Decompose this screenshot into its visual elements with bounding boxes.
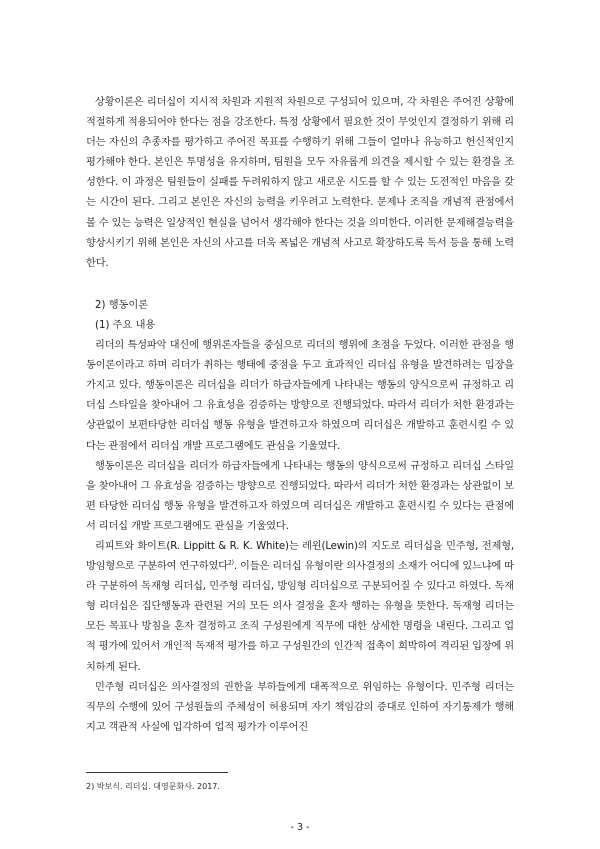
paragraph-situational-theory: 상황이론은 리더십이 지시적 차원과 지원적 차원으로 구성되어 있으며, 각 차원은 주어진 상황에 적절하게 적용되어야 한다는 점을 강조한다. 특정 상황에서 필요한 것이 무엇인지 결정하기 위해 리더는 자신의 추종자를 평가하고 주어진 목표를 수행하기 위해 그들이 얼마나 유능하고 헌신적인지 평가해야 한다. 본인은 투명성을 유지하며, 팀원을 모두 자유롭게 의견을 제시할 수 있는 환경을 조성한다. 이 과정은 팀원들이 실패를 두려워하지 않고 새로운 시도를 할 수 있는 도전적인 마음을 갖는 시간이 된다. 그리고 본인은 자신의 능력을 키우려고 노력한다. 문제나 조직을 개념적 관점에서 볼 수 있는 능력은 일상적인 현실을 넘어서 생각해야 한다는 것을 의미한다. 이러한 문제해결능력을 향상시키기 위해 본인은 자신의 사고를 더욱 폭넓은 개념적 사고로 확장하도록 독서 등을 통해 노력한다. [86, 97, 514, 269]
body-text [86, 93, 514, 738]
paragraph-democratic-leadership: 민주형 리더십은 의사결정의 권한을 부하들에게 대폭적으로 위임하는 유형이다. 민주형 리더는 직무의 수행에 있어 구성원들의 주체성이 허용되며 자기 책임감의 증대로 인하여 자기통제가 행해지고 객관적 사실에 입각하여 업적 평가가 이루어진 [86, 681, 514, 733]
section-heading: 2) 행동이론 [95, 299, 149, 311]
footnote-divider [86, 772, 228, 773]
paragraph-lippitt-white [86, 537, 514, 678]
subsection-heading: (1) 주요 내용 [95, 319, 156, 331]
page-number: - 3 - [290, 822, 310, 833]
paragraph-lippitt-white-end: . 이들은 리더십 유형이란 의사결정의 소재가 어디에 있느냐에 따라 구분하여 독재형 리더십, 민주형 리더십, 방임형 리더십으로 구분되어질 수 있다고 하였다. 독재형 리더십은 집단행동과 관련된 거의 모든 의사 결정을 혼자 행하는 유형을 뜻한다. 독재형 리더는 모든 목표나 방침을 혼자 결정하고 조직 구성원에게 직무에 대한 상세한 명령을 내린다. 그리고 업적 평가에 있어서 개인적 독재적 평가를 하고 구성원간의 인간적 접촉이 희박하여 격리된 입장에 위치하게 된다. [86, 561, 515, 673]
footnote: 2) 박보식. 리더십. 대영문화사. 2017. [86, 782, 220, 791]
paragraph-lippitt-white-start: 리피트와 화이트(R. Lippitt & R. K. White)는 레윈(Lewin)의 지도로 리더십을 민주형, 전제형, 방임형으로 구분하여 연구하였다 [86, 540, 514, 573]
paragraph-behavior-theory-2: 행동이론은 리더십을 리더가 하급자들에게 나타내는 행동의 양식으로써 규정하고 리더십 스타일을 찾아내어 그 유효성을 검증하는 방향으로 진행되었다. 따라서 리더가 처한 환경과는 상관없이 보편 타당한 리더십 행동 유형을 발견하고자 하였으며 리더십은 개발하고 훈련시킬 수 있다는 관점에서 리더십 개발 프로그램에도 관심을 기울였다. [86, 460, 514, 532]
paragraph-behavior-theory-1: 리더의 특성파악 대신에 행위론자들을 중심으로 리더의 행위에 초점을 두었다. 이러한 관점을 행동이론이라고 하며 리더가 취하는 행태에 중점을 두고 효과적인 리더십 유형을 발견하려는 입장을 가지고 있다. 행동이론은 리더십을 리더가 하급자들에게 나타내는 행동의 양식으로써 규정하고 리더십 스타일을 찾아내어 그 유효성을 검증하는 방향으로 진행되었다. 따라서 리더가 처한 환경과는 상관없이 보편타당한 리더십 행동 유형을 발견하고자 하였으며 리더십은 개발하고 훈련시킬 수 있다는 관점에서 리더십 개발 프로그램에도 관심을 기울였다. [86, 340, 514, 452]
footnote-reference[interactable]: 2) [227, 559, 234, 567]
